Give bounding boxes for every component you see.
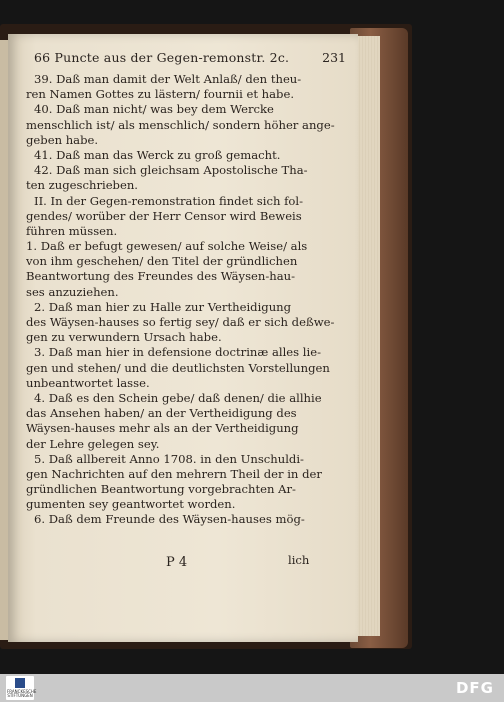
text-line: gen Nachrichten auf den mehrern Theil der in der <box>26 466 322 481</box>
text-line: menschlich ist/ als menschlich/ sondern höher ange- <box>26 117 335 132</box>
text-line: II. In der Gegen-remonstration findet sich fol- <box>34 193 303 208</box>
text-line: gumenten sey geantwortet worden. <box>26 497 236 512</box>
text-line: der Lehre gelegen sey. <box>26 436 160 451</box>
text-line: 3. Daß man hier in defensione doctrinæ alles lie- <box>34 345 321 360</box>
text-line: 5. Daß allbereit Anno 1708. in den Unschuldi- <box>34 451 304 466</box>
library-emblem-icon <box>15 678 25 688</box>
page-text <box>26 72 338 528</box>
text-line: 42. Daß man sich gleichsam Apostolische Tha- <box>34 163 308 178</box>
text-line: von ihm geschehen/ den Titel der gründlichen <box>26 254 298 269</box>
text-line: 6. Daß dem Freunde des Wäysen-hauses mög- <box>34 512 305 527</box>
text-line: 2. Daß man hier zu Halle zur Vertheidigung <box>34 299 292 314</box>
text-line: ten zugeschrieben. <box>26 178 138 193</box>
text-line: unbeantwortet lasse. <box>26 375 150 390</box>
text-line: geben habe. <box>26 132 99 147</box>
text-line: 39. Daß man damit der Welt Anlaß/ den theu- <box>34 72 302 86</box>
page-number: 231 <box>322 50 346 65</box>
text-line: 41. Daß man das Werck zu groß gemacht. <box>34 147 281 162</box>
text-line: gründlichen Beantwortung vorgebrachten Ar- <box>26 482 296 497</box>
text-line: führen müssen. <box>26 223 118 238</box>
text-line: das Ansehen haben/ an der Vertheidigung des <box>26 406 297 421</box>
text-line: gen und stehen/ und die deutlichsten Vorstellungen <box>26 360 330 375</box>
signature-mark: P 4 <box>166 555 188 570</box>
viewer-footer <box>0 674 504 702</box>
text-line: ren Namen Gottes zu lästern/ fournii et habe. <box>26 87 295 102</box>
library-logo <box>6 676 37 700</box>
text-line: Wäysen-hauses mehr als an der Vertheidigung <box>26 421 299 436</box>
text-line: 4. Daß es den Schein gebe/ daß denen/ die allhie <box>34 390 322 405</box>
text-line: ses anzuziehen. <box>26 284 119 299</box>
text-line: des Wäysen-hauses so fertig sey/ daß er sich deßwe- <box>26 315 335 329</box>
text-line: gen zu verwundern Ursach habe. <box>26 330 222 345</box>
running-head: 66 Puncte aus der Gegen-remonstr. 2c. <box>34 50 290 65</box>
text-line: 40. Daß man nicht/ was bey dem Wercke <box>34 102 274 117</box>
catchword: lich <box>288 553 310 567</box>
library-logo-text: FRANCKESCHE STIFTUNGEN <box>7 689 37 698</box>
text-line: gendes/ worüber der Herr Censor wird Beweis <box>26 208 302 223</box>
text-line: 1. Daß er befugt gewesen/ auf solche Weise/ als <box>26 239 308 254</box>
dfg-logo: DFG <box>455 679 494 697</box>
page-header <box>26 46 346 68</box>
text-line: Beantwortung des Freundes des Wäysen-hau- <box>26 269 296 284</box>
